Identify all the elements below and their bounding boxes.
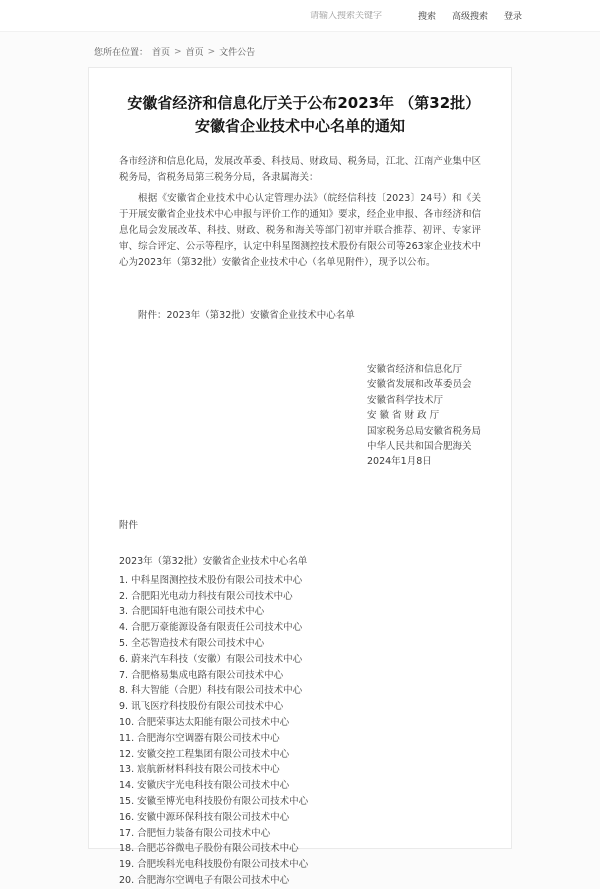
list-item: 19. 合肥埃科光电科技股份有限公司技术中心	[119, 859, 309, 871]
signer-list	[367, 362, 481, 454]
list-item: 12. 安徽交控工程集团有限公司技术中心	[119, 748, 290, 760]
notice-card	[88, 67, 512, 886]
list-item: 5. 全芯智造技术有限公司技术中心	[119, 638, 265, 650]
list-item: 15. 安徽至博光电科技股份有限公司技术中心	[119, 796, 309, 807]
list-item: 2. 合肥阳光电动力科技有限公司技术中心	[119, 590, 293, 602]
tech-center-list	[119, 573, 481, 889]
list-item: 6. 蔚来汽车科技（安徽）有限公司技术中心	[119, 653, 303, 665]
appendix-list-title: 2023年（第32批）安徽省企业技术中心名单	[119, 555, 308, 567]
signer-name: 安徽省经济和信息化厅	[366, 364, 462, 375]
appendix-label: 附件	[119, 519, 139, 531]
notice-date: 2024年1月8日	[366, 456, 432, 468]
breadcrumb-prefix: 您所在位置：	[94, 48, 149, 58]
signer-name: 中华人民共和国合肥海关	[366, 441, 472, 453]
advanced-search-link[interactable]: 高级搜索	[451, 12, 488, 22]
body-paragraph: 根据《安徽省企业技术中心认定管理办法》（皖经信科技〔2023〕24号）和《关于开展安徽省企业技术中心申报与评价工作的通知》要求，经企业申报、各市经济和信息化局会发展改革、科技、财政、税务和海关等部门初审并联合推荐、初评、专家评审、综合评定、公示等程序，认定中科星图测控技术股份有限公司等263家企业技术中心为2023年（第32批）安徽省企业技术中心（名单见附件），现予以公布。	[119, 193, 481, 268]
list-item: 10. 合肥荣事达太阳能有限公司技术中心	[119, 717, 290, 729]
list-item: 3. 合肥国轩电池有限公司技术中心	[119, 606, 265, 618]
login-link[interactable]: 登录	[503, 12, 522, 22]
breadcrumb-section[interactable]: 首页	[185, 48, 204, 58]
search-button[interactable]: 搜索	[417, 12, 436, 22]
search-input[interactable]	[310, 11, 402, 21]
signer-name: 安徽省科学技术厅	[366, 394, 443, 406]
signature-block	[367, 362, 481, 470]
top-utility-bar	[0, 0, 600, 32]
list-item: 16. 安徽中源环保科技有限公司技术中心	[119, 811, 290, 823]
list-item: 11. 合肥海尔空调器有限公司技术中心	[119, 732, 280, 744]
list-item: 1. 中科星图测控技术股份有限公司技术中心	[119, 574, 303, 586]
breadcrumb-separator: >	[207, 46, 216, 57]
list-item: 14. 安徽庆宇光电科技有限公司技术中心	[119, 780, 290, 792]
notice-title: 安徽省经济和信息化厅关于公布2023年 （第32批）安徽省企业技术中心名单的通知	[127, 94, 473, 135]
list-item: 20. 合肥海尔空调电子有限公司技术中心	[119, 874, 290, 886]
breadcrumb	[94, 45, 600, 58]
breadcrumb-current: 文件公告	[219, 48, 256, 58]
breadcrumb-home[interactable]: 首页	[152, 48, 171, 58]
list-item: 4. 合肥万豪能源设备有限责任公司技术中心	[119, 622, 303, 634]
salutation-paragraph: 各市经济和信息化局，发展改革委、科技局、财政局、税务局，江北、江南产业集中区税务局，省税务局第三税务分局，各隶属海关：	[119, 156, 481, 183]
list-item: 7. 合肥格易集成电路有限公司技术中心	[119, 669, 284, 681]
signer-name: 安徽省发展和改革委员会	[366, 379, 472, 391]
list-item: 9. 讯飞医疗科技股份有限公司技术中心	[119, 701, 284, 713]
list-item: 18. 合肥芯谷微电子股份有限公司技术中心	[119, 843, 299, 855]
signer-name: 国家税务总局安徽省税务局	[366, 425, 481, 437]
notice-body	[119, 154, 481, 889]
list-item: 8. 科大智能（合肥）科技有限公司技术中心	[119, 685, 303, 697]
breadcrumb-separator: >	[174, 46, 182, 57]
list-item: 17. 合肥恒力装备有限公司技术中心	[119, 827, 271, 839]
list-item: 13. 宸航新材料科技有限公司技术中心	[119, 764, 280, 776]
signer-name: 安 徽 省 财 政 厅	[366, 410, 440, 422]
attachment-reference: 附件：2023年（第32批）安徽省企业技术中心名单	[138, 310, 355, 321]
